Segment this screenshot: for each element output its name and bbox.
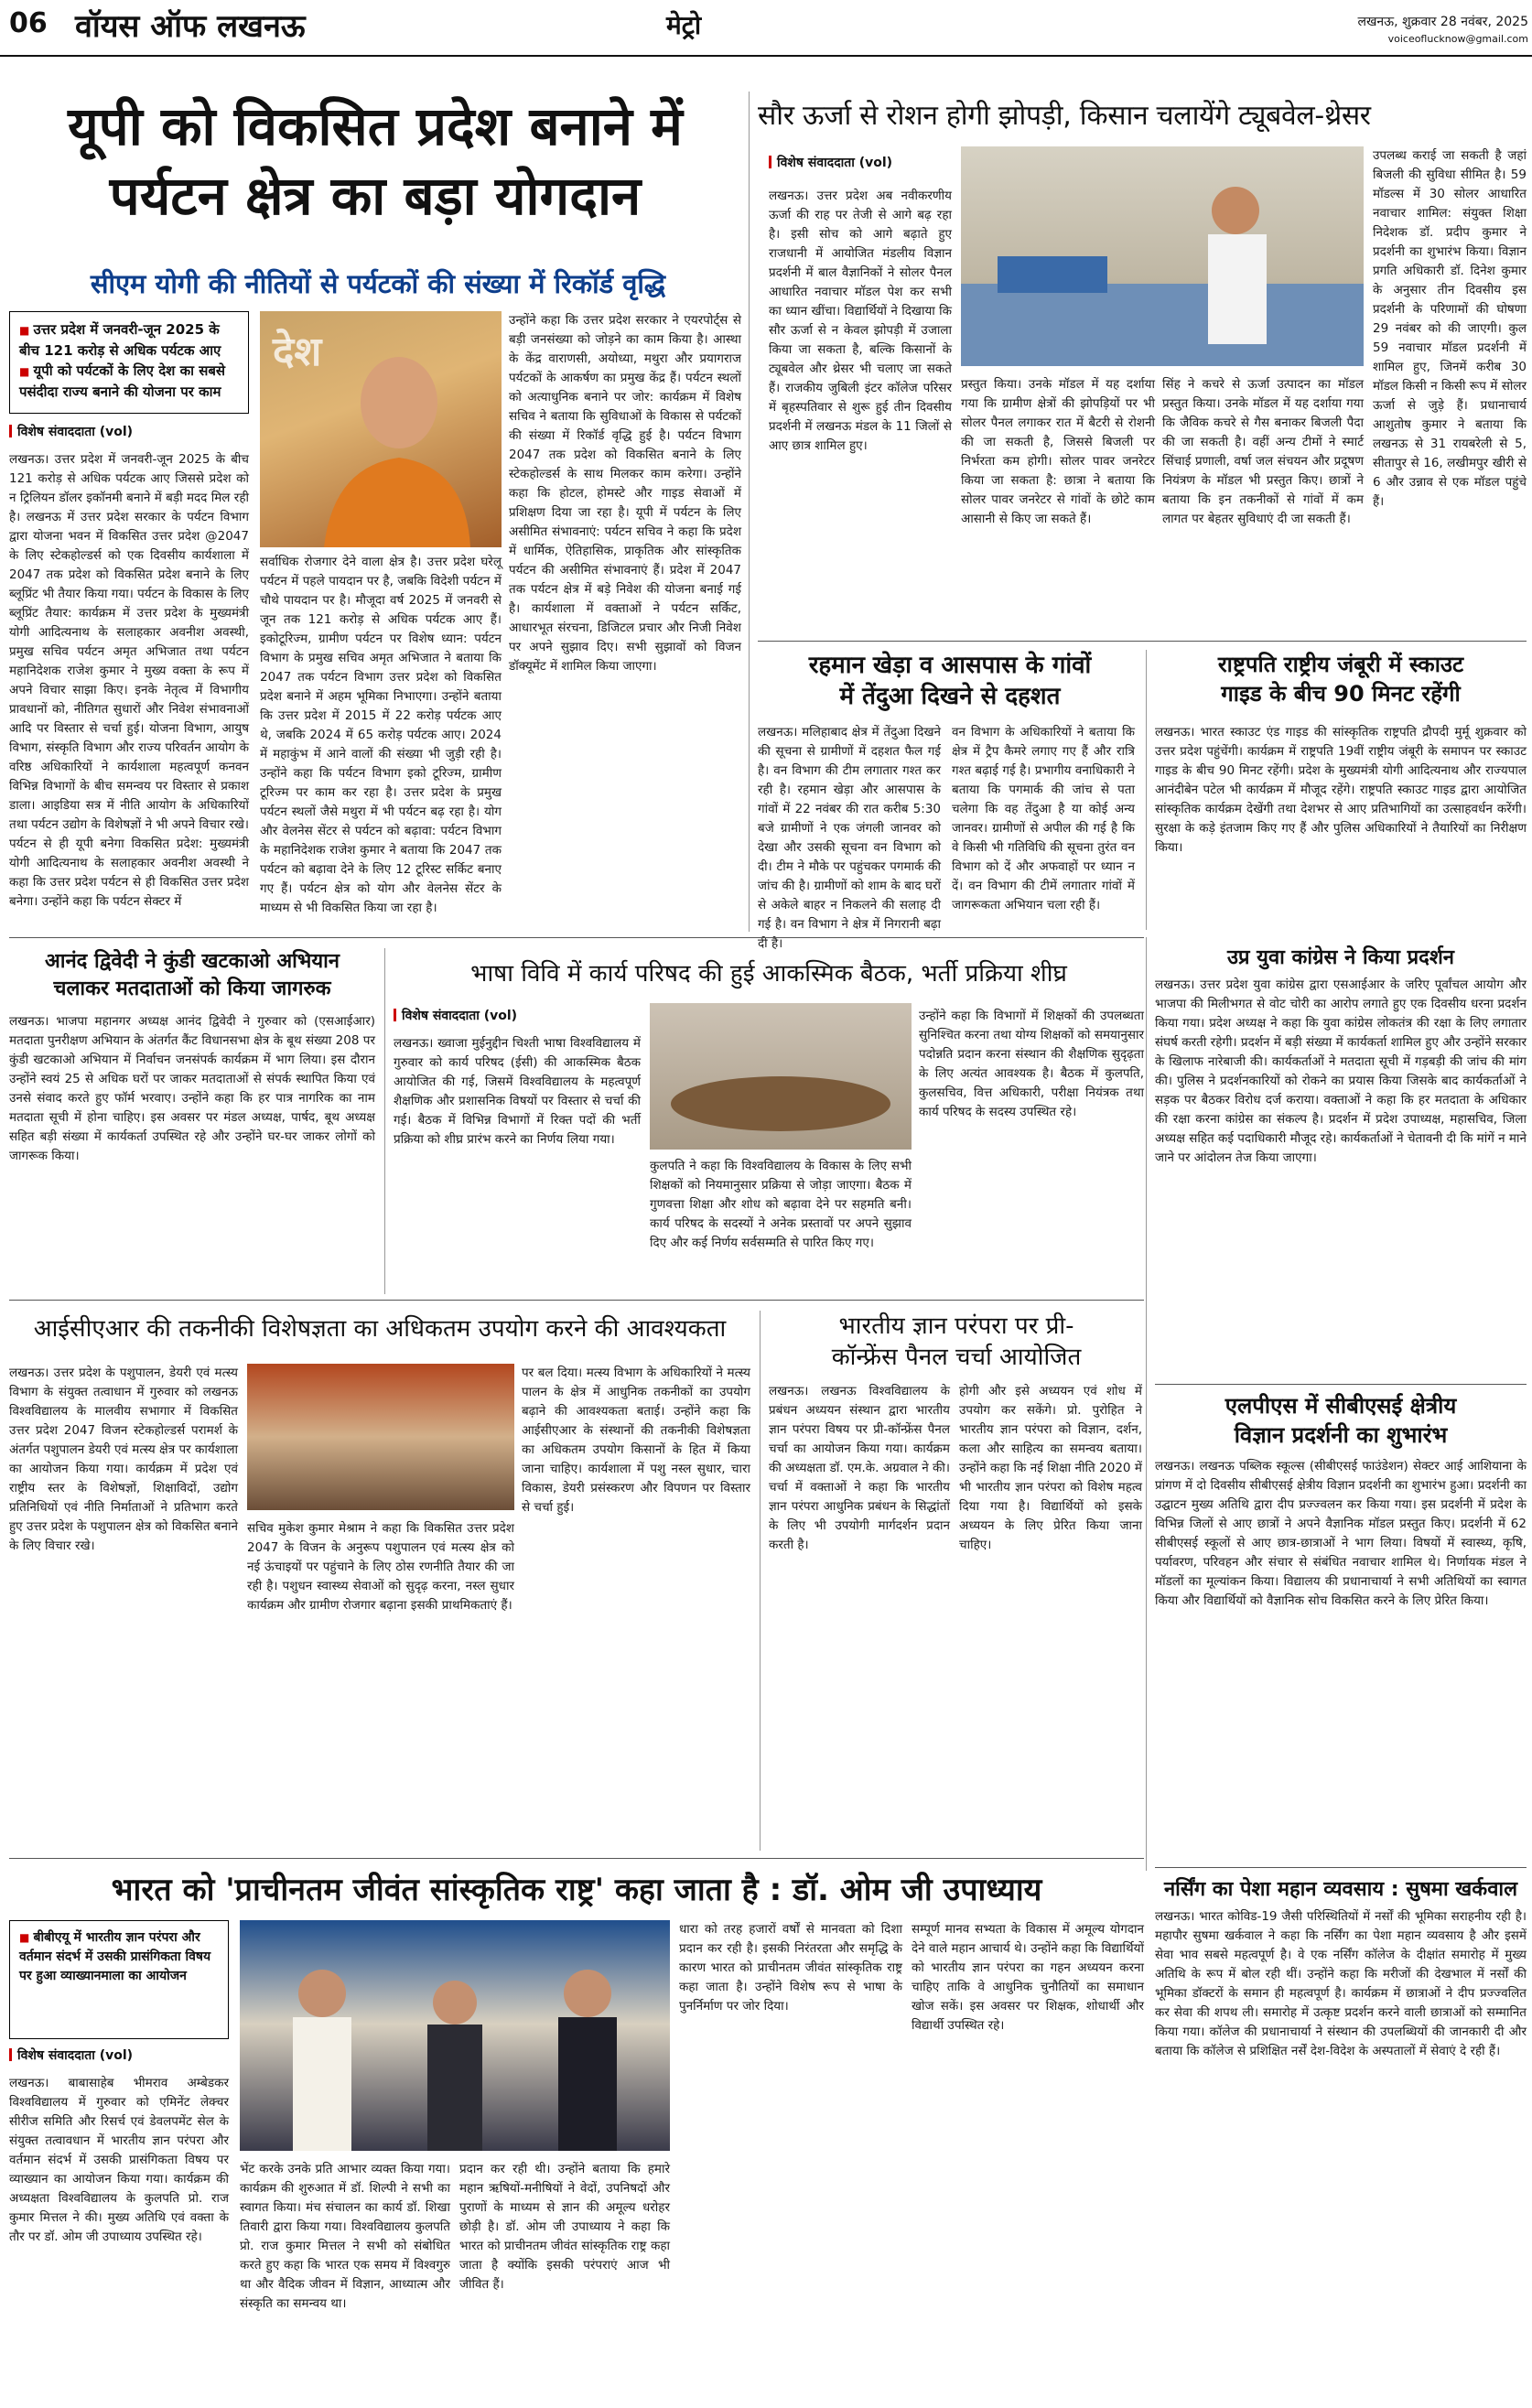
story8-column: सचिव मुकेश कुमार मेश्राम ने कहा कि विकसित उत्तर प्रदेश 2047 के विजन के अनुरूप पशुपालन एवं मत्स्य क्षेत्र को नई ऊंचाइयों पर पहुंचाने के लिए ठोस रणनीति तैयार की जा रही है। पशुधन स्वास्थ्य सेवाओं को सुदृढ़ करना, नस्ल सुधार कार्यक्रम और ग्रामीण रोजगार बढ़ाना इसकी प्राथमिकताएं हैं। [247, 1521, 514, 1613]
story10-headline: भारत को 'प्राचीनतम जीवंत सांस्कृतिक राष्ट्र' कहा जाता है : डॉ. ओम जी उपाध्याय [111, 1872, 1042, 1908]
story7-headline: भाषा विवि में कार्य परिषद की हुई आकस्मिक बैठक, भर्ती प्रक्रिया शीघ्र [470, 960, 1067, 988]
story10-column: लखनऊ। बाबासाहेब भीमराव अम्बेडकर विश्वविद्यालय में गुरुवार को एमिनेंट लेक्चर सीरीज समिति और रिसर्च एवं डेवलपमेंट सेल के संयुक्त तत्वावधान में भारतीय ज्ञान परंपरा और वर्तमान संदर्भ में उसकी प्रासंगिकता विषय पर व्याख्यान का आयोजन किया गया। कार्यक्रम की अध्यक्षता विश्वविद्यालय के कुलपति प्रो. राज कुमार मित्तल ने की। मुख्य अतिथि एवं वक्ता के तौर पर डॉ. ओम जी उपाध्याय उपस्थित रहे। [9, 2076, 229, 2244]
story6-title-line2: चलाकर मतदाताओं को किया जागरुक [53, 977, 331, 1000]
column-rule [384, 948, 385, 1294]
expo-figures-icon [961, 146, 1364, 366]
workshop-photo [247, 1364, 514, 1510]
story1-column: लखनऊ। उत्तर प्रदेश में जनवरी-जून 2025 के बीच 121 करोड़ से अधिक पर्यटक आए जिससे प्रदेश को न ट्रिलियन डॉलर इकॉनमी बनाने में बड़ी मदद मिल रही है। लखनऊ में उत्तर प्रदेश सरकार के पर्यटन विभाग द्वारा योजना भवन में विकसित उत्तर प्रदेश @2047 के लिए स्टेकहोल्डर्स को एक दिवसीय कार्यशाला में 2047 तक प्रदेश को विकसित प्रदेश बनाने के लिए ब्लूप्रिंट भी तैयार किया गया। पर्यटन के विकास के लिए ब्लूप्रिंट तैयार: कार्यक्रम में उत्तर प्रदेश के मुख्यमंत्री योगी आदित्यनाथ के सलाहकार अवनीश अवस्थी, प्रमुख सचिव पर्यटन अमृत अभिजात तथा पर्यटन महानिदेशक राजेश कुमार ने मुख्य वक्ता के रूप में अपने विचार साझा किए। इनके नेतृत्व में विभागीय प्रावधानों को, नीतिगत सुधारों और निवेश संभावनाओं आदि पर विस्तार से चर्चा हुई। योजना विभाग, आयुष विभाग, संस्कृति विभाग और राज्य परिवर्तन आयोग के वरिष्ठ अधिकारियों ने कार्यशाला महत्वपूर्ण कनवन विभिन्न विभागों के बीच समन्वय पर विस्तार से प्रकाश डाला। आइडिया सत्र में नीति आयोग के अधिकारियों तथा पर्यटन उद्योग के विशेषज्ञों ने भी अपने विचार रखे। पर्यटन से ही यूपी बनेगा विकसित प्रदेश: मुख्यमंत्री योगी आदित्यनाथ के सलाहकार अवनीश अवस्थी ने कहा कि उत्तर प्रदेश पर्यटन से ही विकसित उत्तर प्रदेश बनेगा। उन्होंने कहा कि पर्यटन सेक्टर में [9, 452, 249, 909]
story9-headline [769, 1311, 1144, 1373]
yogi-photo [260, 311, 502, 547]
story7-column: लखनऊ। ख्वाजा मुईनुद्दीन चिश्ती भाषा विश्वविद्यालय में गुरुवार को कार्य परिषद (ईसी) की आकस्मिक बैठक आयोजित की गई, जिसमें विश्वविद्यालय के महत्वपूर्ण शैक्षणिक और प्रशासनिक विषयों पर विस्तार से चर्चा की गई। बैठक में विभिन्न विभागों में रिक्त पदों की भर्ती प्रक्रिया को शीघ्र प्रारंभ करने का निर्णय लिया गया। [394, 1036, 641, 1147]
story10-column: भेंट करके उनके प्रति आभार व्यक्त किया गया। कार्यक्रम की शुरुआत में डॉ. शिल्पी ने सभी का स्वागत किया। मंच संचालन का कार्य डॉ. शिखा तिवारी द्वारा किया गया। विश्वविद्यालय कुलपति प्रो. राज कुमार मित्तल ने सभी को संबोधित करते हुए कहा कि भारत एक समय में विश्वगुरु था और वैदिक जीवन में विज्ञान, आध्यात्म और संस्कृति का समन्वय था। [240, 2162, 450, 2311]
story6-column: लखनऊ। भाजपा महानगर अध्यक्ष आनंद द्विवेदी ने गुरुवार को (एसआईआर) मतदाता पुनरीक्षण अभियान के अंतर्गत कैंट विधानसभा क्षेत्र के बूथ संख्या 208 पर कुंडी खटकाओ अभियान में निर्वाचन जनसंपर्क कार्यक्रम में भाग लिया। इस दौरान उन्होंने स्वयं 25 से अधिक घरों पर जाकर मतदाताओं से संपर्क स्थापित किया एवं उनसे संवाद करते हुए फॉर्म भरवाए। उन्होंने कहा कि हर पात्र नागरिक का नाम मतदाता सूची में होना चाहिए। इस अवसर पर मंडल अध्यक्ष, पार्षद, बूथ अध्यक्ष सहित बड़ी संख्या में कार्यकर्ता उपस्थित रहे और उन्होंने घर-घर जाकर लोगों को जागरूक किया। [9, 1014, 375, 1163]
story4-title-line1: राष्ट्रपति राष्ट्रीय जंबूरी में स्काउट [1217, 652, 1464, 677]
felicitation-photo [240, 1920, 670, 2151]
story3-title-line1: रहमान खेड़ा व आसपास के गांवों [808, 652, 1092, 679]
people-group-icon [240, 1920, 670, 2151]
story12-headline: नर्सिंग का पेशा महान व्यवसाय : सुषमा खर्कवाल [1163, 1878, 1518, 1901]
page-number: 06 [9, 7, 48, 39]
column-rule [749, 92, 750, 932]
story2-column: प्रस्तुत किया। उनके मॉडल में यह दर्शाया गया कि ग्रामीण क्षेत्रों की झोपड़ियों पर भी सोलर पैनल लगाकर रात में बैटरी से रोशनी की जा सकती है, जिससे बिजली पर निर्भरता कम होगी। सोलर पावर जनरेटर किया जा सकता है: छात्रा ने बताया कि सोलर पावर जनरेटर से गांवों के छोटे काम आसानी से किए जा सकते हैं। [961, 377, 1155, 526]
story1-bullet: ■ यूपी को पर्यटकों के लिए देश का सबसे पसंदीदा राज्य बनाने की योजना पर काम [19, 361, 239, 402]
story3-column: लखनऊ। मलिहाबाद क्षेत्र में तेंदुआ दिखने की सूचना से ग्रामीणों में दहशत फैल गई है। वन विभाग की टीम लगातार गश्त कर रही है। रहमान खेड़ा और आसपास के गांवों में 22 नवंबर की रात करीब 5:30 बजे ग्रामीणों ने एक जंगली जानवर को देखा और उसकी सूचना वन विभाग को दी। टीम ने मौके पर पहुंचकर पगमार्क की जांच की है। ग्रामीणों को शाम के बाद घरों से अकेले बाहर न निकलने की सलाह दी गई है। वन विभाग ने क्षेत्र में निगरानी बढ़ा दी है। [758, 725, 941, 951]
story2-column: सिंह ने कचरे से ऊर्जा उत्पादन का मॉडल प्रस्तुत किया। उनके मॉडल में यह दर्शाया गया कि जैविक कचरे से गैस बनाकर बिजली पैदा की जा सकती है। वहीं अन्य टीमों ने स्मार्ट सिंचाई प्रणाली, वर्षा जल संचयन और प्रदूषण नियंत्रण के मॉडल भी प्रस्तुत किए। छात्रों ने बताया कि इन तकनीकों से गांवों में कम लागत पर बेहतर सुविधाएं दी जा सकती हैं। [1162, 377, 1364, 526]
story2-column: लखनऊ। उत्तर प्रदेश अब नवीकरणीय ऊर्जा की राह पर तेजी से आगे बढ़ रहा है। इसी सोच को आगे बढ़ाते हुए राजधानी में आयोजित मंडलीय विज्ञान प्रदर्शनी में बाल वैज्ञानिकों ने सोलर पैनल आधारित नवाचार मॉडल पेश कर सभी का ध्यान खींचा। विद्यार्थियों ने दिखाया कि सौर ऊर्जा से न केवल झोपड़ी में उजाला किया जा सकता है, बल्कि किसानों के ट्यूबवेल और थ्रेसर भी चलाए जा सकते हैं। राजकीय जुबिली इंटर कॉलेज परिसर में बृहस्पतिवार से शुरू हुई तीन दिवसीय प्रदर्शनी में लखनऊ मंडल के 11 जिलों से आए छात्र शामिल हुए। [769, 189, 952, 453]
story11-headline [1155, 1391, 1527, 1450]
paper-name: वॉयस ऑफ लखनऊ [75, 8, 306, 45]
story5-headline: उप्र युवा कांग्रेस ने किया प्रदर्शन [1226, 946, 1455, 969]
dateline: लखनऊ, शुक्रवार 28 नवंबर, 2025 [1357, 15, 1528, 29]
photo-backdrop-text: देश [273, 329, 322, 375]
story11-title-line1: एलपीएस में सीबीएसई क्षेत्रीय [1225, 1393, 1457, 1419]
masthead-rule [0, 55, 1532, 57]
story10-column: प्रदान कर रही थी। उन्होंने बताया कि हमारे महान ऋषियों-मनीषियों ने वेदों, उपनिषदों और पुराणों के माध्यम से ज्ञान की अमूल्य धरोहर छोड़ी है। डॉ. ओम जी उपाध्याय ने कहा कि भारत को प्राचीनतम जीवंत सांस्कृतिक राष्ट्र कहा जाता है क्योंकि इसकी परंपराएं आज भी जीवित हैं। [459, 2162, 670, 2292]
story7-column: उन्होंने कहा कि विभागों में शिक्षकों की उपलब्धता सुनिश्चित करना तथा योग्य शिक्षकों को समयानुसार पदोन्नति प्रदान करना संस्थान की शैक्षणिक सुदृढ़ता के लिए अत्यंत आवश्यक है। बैठक में कुलपति, कुलसचिव, वित्त अधिकारी, परीक्षा नियंत्रक तथा कार्य परिषद के सदस्य उपस्थित रहे। [919, 1009, 1144, 1119]
science-expo-photo [961, 146, 1364, 366]
section-rule [1155, 1867, 1527, 1868]
story9-title-line2: कॉन्फ्रेंस पैनल चर्चा आयोजित [831, 1344, 1082, 1371]
story4-headline [1155, 650, 1527, 708]
column-rule [1146, 650, 1147, 930]
story10-bullet: ■ बीबीएयू में भारतीय ज्ञान परंपरा और वर्तमान संदर्भ में उसकी प्रासंगिकता विषय पर हुआ व्याख्यानमाला का आयोजन [19, 1928, 219, 1986]
conference-table-icon [650, 1003, 912, 1150]
story3-column: वन विभाग के अधिकारियों ने बताया कि क्षेत्र में ट्रैप कैमरे लगाए गए हैं और रात्रि गश्त बढ़ाई गई है। प्रभागीय वनाधिकारी ने बताया कि पगमार्क की जांच से पता चलेगा कि वह तेंदुआ है या कोई अन्य जानवर। ग्रामीणों से अपील की गई है कि वे किसी भी गतिविधि की सूचना तुरंत वन विभाग को दें और अफवाहों पर ध्यान न दें। वन विभाग की टीमें लगातार गांवों में जागरूकता अभियान चला रही हैं। [952, 725, 1135, 912]
story1-column: उन्होंने कहा कि उत्तर प्रदेश सरकार ने एयरपोर्ट्स से बड़ी जनसंख्या को जोड़ने का काम किया है। आस्था के केंद्र वाराणसी, अयोध्या, मथुरा और प्रयागराज पर्यटकों के आकर्षण का प्रमुख केंद्र हैं। पर्यटन स्थलों को अत्याधुनिक बनाने पर जोर: कार्यक्रम में विशेष सचिव ने बताया कि सुविधाओं के विकास से पर्यटकों की संख्या में रिकॉर्ड वृद्धि हुई है। पर्यटन विभाग 2047 तक प्रदेश को विकसित बनाने के लिए स्टेकहोल्डर्स के साथ मिलकर काम करेगा। उन्होंने कहा कि होटल, होमस्टे और गाइड सेवाओं में प्रशिक्षण दिया जा रहा है। यूपी में पर्यटन के लिए असीमित संभावनाएं: पर्यटन सचिव ने कहा कि प्रदेश में धार्मिक, ऐतिहासिक, प्राकृतिक और सांस्कृतिक पर्यटन की असीमित संभावनाएं हैं। प्रदेश में 2047 तक पर्यटन क्षेत्र में बड़े निवेश की योजना बनाई गई है। कार्यशाला में वक्ताओं ने पर्यटन सर्किट, आधारभूत संरचना, डिजिटल प्रचार और निजी निवेश पर अपने सुझाव दिए। सभी सुझावों को विजन डॉक्यूमेंट में शामिल किया जाएगा। [509, 313, 741, 674]
column-rule [760, 1311, 761, 1851]
story1-bullet: ■ उत्तर प्रदेश में जनवरी-जून 2025 के बीच 121 करोड़ से अधिक पर्यटक आए [19, 319, 239, 361]
section-rule [9, 1858, 1144, 1859]
story10-column: सम्पूर्ण मानव सभ्यता के विकास में अमूल्य योगदान देने वाले महान आचार्य थे। उन्होंने कहा कि विद्यार्थियों को भारतीय ज्ञान परंपरा का गहन अध्ययन करना चाहिए ताकि वे आधुनिक चुनौतियों का समाधान खोज सकें। इस अवसर पर शिक्षक, शोधार्थी और विद्यार्थी उपस्थित रहे। [912, 1922, 1144, 2033]
story10-column: धारा को तरह हजारों वर्षों से मानवता को दिशा प्रदान कर रही है। इसकी निरंतरता और समृद्धि के कारण भारत को प्राचीनतम जीवंत सांस्कृतिक राष्ट्र कहा जाता है। उन्होंने विशेष रूप से भाषा के पुनर्निर्माण पर जोर दिया। [679, 1922, 902, 2014]
section-name: मेट्रो [666, 10, 702, 40]
story2-headline: सौर ऊर्जा से रोशन होगी झोपड़ी, किसान चलायेंगे ट्यूबवेल-थ्रेसर [758, 100, 1371, 132]
story1-subtitle: सीएम योगी की नीतियों से पर्यटकों की संख्या में रिकॉर्ड वृद्धि [90, 268, 666, 299]
story9-title-line1: भारतीय ज्ञान परंपरा पर प्री- [838, 1312, 1074, 1340]
story8-headline: आईसीएआर की तकनीकी विशेषज्ञता का अधिकतम उपयोग करने की आवश्यकता [33, 1315, 727, 1343]
story10-bullet-box [9, 1920, 229, 2039]
story3-title-line2: में तेंदुआ दिखने से दहशत [839, 683, 1061, 710]
section-rule [9, 937, 1144, 938]
story11-column: लखनऊ। लखनऊ पब्लिक स्कूल्स (सीबीएसई फाउंडेशन) सेक्टर आई आशियाना के प्रांगण में दो दिवसीय सीबीएसई क्षेत्रीय विज्ञान प्रदर्शनी का शुभारंभ हुआ। प्रदर्शनी का उद्घाटन मुख्य अतिथि द्वारा दीप प्रज्ज्वलन कर किया गया। इस प्रदर्शनी में प्रदेश के विभिन्न जिलों से आए छात्रों ने अपने वैज्ञानिक मॉडल प्रस्तुत किए। प्रदर्शनी में 62 सीबीएसई स्कूलों से आए छात्र-छात्राओं ने भाग लिया। विषयों में स्वास्थ्य, कृषि, पर्यावरण, परिवहन और संचार से संबंधित नवाचार शामिल थे। निर्णायक मंडल ने मॉडलों का मूल्यांकन किया। विद्यालय की प्रधानाचार्या ने सभी अतिथियों का स्वागत किया और विद्यार्थियों को वैज्ञानिक सोच विकसित करने के लिए प्रेरित किया। [1155, 1459, 1527, 1608]
story2-column: उपलब्ध कराई जा सकती है जहां बिजली की सुविधा सीमित है। 59 मॉडल्स में 30 सोलर आधारित नवाचार शामिल: संयुक्त शिक्षा निदेशक डॉ. प्रदीप कुमार ने प्रदर्शनी का शुभारंभ किया। विज्ञान प्रगति अधिकारी डॉ. दिनेश कुमार के अनुसार तीन दिवसीय इस प्रदर्शनी के परिणामों की घोषणा 29 नवंबर को की जाएगी। कुल 59 नवाचार मॉडल प्रदर्शनी में शामिल हुए, जिनमें करीब 30 मॉडल किसी न किसी रूप में सोलर ऊर्जा से जुड़े हैं। प्रधानाचार्य आशुतोष कुमार ने बताया कि लखनऊ से 31 रायबरेली से 5, सीतापुर से 16, लखीमपुर खीरी से 6 और उन्नाव से एक मॉडल पहुंचे हैं। [1373, 148, 1527, 509]
story1-title-line1: यूपी को विकसित प्रदेश बनाने में [68, 95, 683, 157]
story10-byline: विशेष संवाददाता (vol) [9, 2046, 133, 2064]
story1-byline: विशेष संवाददाता (vol) [9, 423, 133, 440]
story1-title-line2: पर्यटन क्षेत्र का बड़ा योगदान [109, 165, 642, 227]
email: voiceoflucknow@gmail.com [1387, 33, 1528, 45]
story6-headline [9, 948, 375, 1003]
story4-column: लखनऊ। भारत स्काउट एंड गाइड की सांस्कृतिक राष्ट्रपति द्रौपदी मुर्मू शुक्रवार को उत्तर प्रदेश पहुंचेंगी। कार्यक्रम में राष्ट्रपति 19वीं राष्ट्रीय जंबूरी के समापन पर स्काउट गाइड के बीच 90 मिनट रहेंगी। प्रदेश के मुख्यमंत्री योगी आदित्यनाथ और राज्यपाल आनंदीबेन पटेल भी कार्यक्रम में मौजूद रहेंगे। राष्ट्रपति स्काउट गाइड द्वारा आयोजित सांस्कृतिक कार्यक्रम देखेंगी तथा देशभर से आए प्रतिभागियों का उत्साहवर्धन करेंगी। सुरक्षा के कड़े इंतजाम किए गए हैं और पुलिस अधिकारियों ने तैयारियों का निरीक्षण किया। [1155, 725, 1527, 855]
story6-title-line1: आनंद द्विवेदी ने कुंडी खटकाओ अभियान [44, 950, 340, 973]
story11-title-line2: विज्ञान प्रदर्शनी का शुभारंभ [1234, 1422, 1448, 1448]
story8-column: लखनऊ। उत्तर प्रदेश के पशुपालन, डेयरी एवं मत्स्य विभाग के संयुक्त तत्वाधान में गुरुवार को लखनऊ विश्वविद्यालय के मालवीय सभागार में विकसित उत्तर प्रदेश 2047 विजन स्टेकहोल्डर्स परामर्श के अंतर्गत पशुपालन डेयरी एवं मत्स्य क्षेत्र पर कार्यशाला का आयोजन किया गया। कार्यक्रम में प्रदेश एवं राष्ट्रीय स्तर के विशेषज्ञों, शिक्षाविदों, उद्योग प्रतिनिधियों एवं नीति निर्माताओं ने प्रतिभाग करते हुए उत्तर प्रदेश के पशुपालन क्षेत्र को विकसित बनाने के लिए विचार रखे। [9, 1366, 238, 1553]
person-figure-icon [315, 339, 470, 547]
story8-column: पर बल दिया। मत्स्य विभाग के अधिकारियों ने मत्स्य पालन के क्षेत्र में आधुनिक तकनीकों का उपयोग बढ़ाने की आवश्यकता बताई। उन्होंने कहा कि आईसीएआर के संस्थानों की तकनीकी विशेषज्ञता का अधिकतम उपयोग किसानों के हित में किया जाना चाहिए। कार्यशाला में पशु नस्ल सुधार, चारा विकास, डेयरी प्रसंस्करण और विपणन पर विस्तार से चर्चा हुई। [522, 1366, 750, 1515]
story1-bullet-box [9, 311, 249, 414]
story7-column: कुलपति ने कहा कि विश्वविद्यालय के विकास के लिए सभी शिक्षकों को नियमानुसार प्रक्रिया से जोड़ा जाएगा। बैठक में गुणवत्ता शिक्षा और शोध को बढ़ावा देने पर सहमति बनी। कार्य परिषद के सदस्यों ने अनेक प्रस्तावों पर अपने सुझाव दिए और कई निर्णय सर्वसम्मति से पारित किए गए। [650, 1159, 912, 1250]
meeting-photo [650, 1003, 912, 1150]
masthead [0, 0, 1532, 57]
story9-column: होगी और इसे अध्ययन एवं शोध में उपयोग कर सकेंगे। प्रो. पुरोहित ने भारतीय ज्ञान परंपरा को विज्ञान, दर्शन, कला और साहित्य का समन्वय बताया। उन्होंने कहा कि नई शिक्षा नीति 2020 में भी भारतीय ज्ञान परंपरा को विशेष महत्व दिया गया है। विद्यार्थियों को इसके अध्ययन के लिए प्रेरित किया जाना चाहिए। [959, 1384, 1142, 1552]
story4-title-line2: गाइड के बीच 90 मिनट रहेंगी [1221, 681, 1461, 707]
story1-headline [9, 92, 741, 231]
column-rule [1146, 937, 1147, 1871]
story5-column: लखनऊ। उत्तर प्रदेश युवा कांग्रेस द्वारा एसआईआर के जरिए पूर्वांचल आयोग और भाजपा की मिलीभगत से वोट चोरी का आरोप लगाते हुए एक दिवसीय धरना प्रदर्शन किया गया। प्रदेश अध्यक्ष ने कहा कि युवा कांग्रेस लोकतंत्र की रक्षा के लिए लगातार संघर्ष करती रहेगी। प्रदर्शन में बड़ी संख्या में कार्यकर्ता शामिल हुए और उन्होंने सरकार के खिलाफ नारेबाजी की। कार्यकर्ताओं ने मतदाता सूची में गड़बड़ी की जांच की मांग की। पुलिस ने प्रदर्शनकारियों को रोकने का प्रयास किया जिसके बाद कार्यकर्ताओं ने सड़क पर बैठकर विरोध दर्ज कराया। वक्ताओं ने कहा कि हर मतदाता के अधिकार की रक्षा करना कांग्रेस का संकल्प है। प्रदर्शन में प्रदेश उपाध्यक्ष, महासचिव, जिला अध्यक्ष सहित कई पदाधिकारी मौजूद रहे। कार्यकर्ताओं ने चेतावनी दी कि मांगें न माने जाने पर आंदोलन तेज किया जाएगा। [1155, 977, 1527, 1165]
story2-byline: विशेष संवाददाता (vol) [769, 154, 892, 171]
story9-column: लखनऊ। लखनऊ विश्वविद्यालय के प्रबंधन अध्ययन संस्थान द्वारा भारतीय ज्ञान परंपरा विषय पर प्री-कॉन्फ्रेंस पैनल चर्चा का आयोजन किया गया। कार्यक्रम की अध्यक्षता डॉ. एम.के. अग्रवाल ने की। चर्चा में वक्ताओं ने कहा कि भारतीय ज्ञान परंपरा आधुनिक प्रबंधन के सिद्धांतों के लिए भी उपयोगी मार्गदर्शन प्रदान करती है। [769, 1384, 950, 1552]
section-rule [758, 641, 1527, 642]
story12-column: लखनऊ। भारत कोविड-19 जैसी परिस्थितियों में नर्सों की भूमिका सराहनीय रही है। महापौर सुषमा खर्कवाल ने कहा कि नर्सिंग का पेशा महान व्यवसाय है और इसमें सेवा भाव सबसे महत्वपूर्ण है। वे एक नर्सिंग कॉलेज के दीक्षांत समारोह में मुख्य अतिथि के रूप में बोल रही थीं। उन्होंने कहा कि मरीजों की देखभाल में नर्सों की भूमिका डॉक्टरों के समान ही महत्वपूर्ण है। कार्यक्रम में छात्राओं ने दीप प्रज्ज्वलित कर सेवा की शपथ ली। समारोह में उत्कृष्ट प्रदर्शन करने वाली छात्राओं को सम्मानित किया गया। कॉलेज की प्रधानाचार्या ने संस्थान की उपलब्धियों की जानकारी दी और बताया कि कॉलेज से प्रशिक्षित नर्सें देश-विदेश के अस्पतालों में सेवाएं दे रही हैं। [1155, 1909, 1527, 2058]
section-rule [1155, 1384, 1527, 1385]
story1-column: सर्वाधिक रोजगार देने वाला क्षेत्र है। उत्तर प्रदेश घरेलू पर्यटन में पहले पायदान पर है, जबकि विदेशी पर्यटन में चौथे पायदान पर है। मौजूदा वर्ष 2025 में जनवरी से जून तक 121 करोड़ से अधिक पर्यटक आए हैं। इकोटूरिज्म, ग्रामीण पर्यटन पर विशेष ध्यान: पर्यटन विभाग के प्रमुख सचिव अमृत अभिजात ने बताया कि 2047 तक पर्यटन विभाग उत्तर प्रदेश को विकसित प्रदेश बनाने में अहम भूमिका निभाएगा। उन्होंने बताया कि उत्तर प्रदेश में 2015 में 22 करोड़ पर्यटक आए थे, जबकि 2024 में 65 करोड़ पर्यटक आए। 2024 में महाकुंभ में आने वालों की संख्या भी जुड़ी रही है। उन्होंने कहा कि पर्यटन विभाग इको टूरिज्म, ग्रामीण टूरिज्म पर काम कर रहा है। उत्तर प्रदेश के प्रमुख पर्यटन स्थलों जैसे मथुरा में भी पर्यटन बढ़ रहा है। योग और वेलनेस सेंटर से पर्यटन को बढ़ावा: पर्यटन विभाग के महानिदेशक राजेश कुमार ने बताया कि 2047 तक पर्यटन को बढ़ावा देने के लिए 12 टूरिस्ट सर्किट बनाए गए हैं। पर्यटन क्षेत्र को योग और वेलनेस सेंटर के माध्यम से भी विकसित किया जा रहा है। [260, 555, 502, 915]
section-rule [9, 1300, 1144, 1301]
story3-headline [758, 650, 1142, 712]
story7-byline: विशेष संवाददाता (vol) [394, 1007, 517, 1024]
